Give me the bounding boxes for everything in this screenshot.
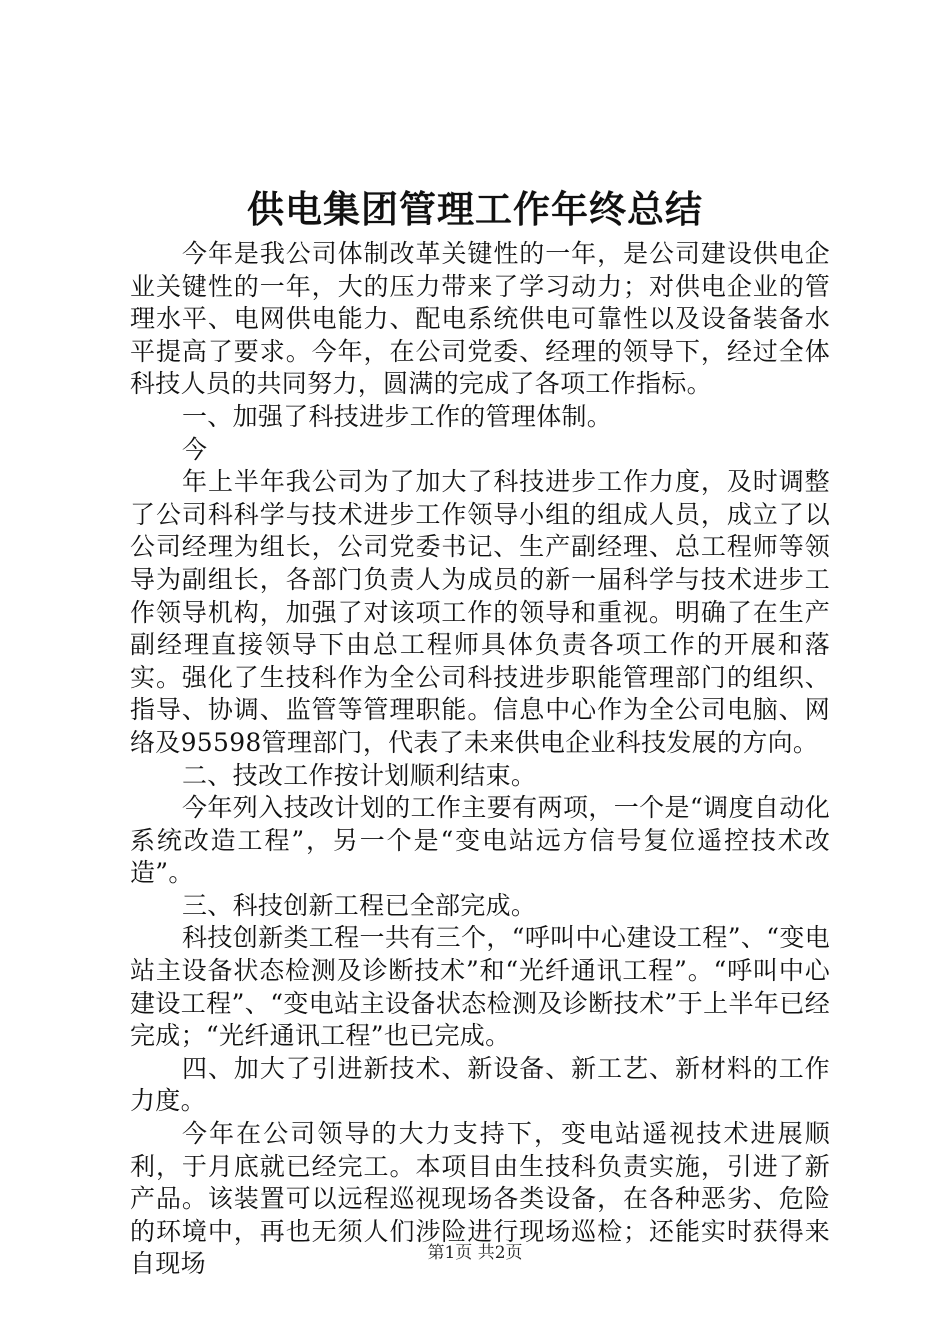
section-heading-3: 三、科技创新工程已全部完成。 — [182, 890, 537, 920]
section-heading-4: 四、加大了引进新技术、新设备、新工艺、新材料的工作力度。 — [130, 1053, 830, 1116]
section-heading-1: 一、加强了科技进步工作的管理体制。 — [182, 401, 613, 431]
page-number-footer: 第1页 共2页 — [427, 1243, 523, 1263]
paragraph-intro: 今年是我公司体制改革关键性的一年，是公司建设供电企业关键性的一年，大的压力带来了学习动力；对供电企业的管理水平、电网供电能力、配电系统供电可靠性以及设备装备水平提高了要求。今年，在公司党委、经理的领导下，经过全体科技人员的共同努力，圆满的完成了各项工作指标。 — [130, 239, 830, 399]
paragraph-fragment: 今 — [182, 434, 208, 464]
document-title: 供电集团管理工作年终总结 — [247, 187, 703, 231]
paragraph-section-3: 科技创新类工程一共有三个，“呼叫中心建设工程”、“变电站主设备状态检测及诊断技术”和“光纤通讯工程”。“呼叫中心建设工程”、“变电站主设备状态检测及诊断技术”于上半年已经完成；“光纤通讯工程”也已完成。 — [130, 923, 830, 1051]
paragraph-section-2: 今年列入技改计划的工作主要有两项，一个是“调度自动化系统改造工程”，另一个是“变电站远方信号复位遥控技术改造”。 — [130, 793, 830, 888]
document-body — [130, 238, 830, 1281]
paragraph-section-1: 年上半年我公司为了加大了科技进步工作力度，及时调整了公司科科学与技术进步工作领导小组的组成人员，成立了以公司经理为组长，公司党委书记、生产副经理、总工程师等领导为副组长，各部门负责人为成员的新一届科学与技术进步工作领导机构，加强了对该项工作的领导和重视。明确了在生产副经理直接领导下由总工程师具体负责各项工作的开展和落实。强化了生技科作为全公司科技进步职能管理部门的组织、指导、协调、监管等管理职能。信息中心作为全公司电脑、网络及95598管理部门，代表了未来供电企业科技发展的方向。 — [130, 467, 830, 757]
section-heading-2: 二、技改工作按计划顺利结束。 — [182, 760, 537, 790]
paragraph-section-4: 今年在公司领导的大力支持下，变电站遥视技术进展顺利，于月底就已经完工。本项目由生技科负责实施，引进了新产品。该装置可以远程巡视现场各类设备，在各种恶劣、危险的环境中，再也无须人们涉险进行现场巡检；还能实时获得来自现场 — [130, 1119, 830, 1279]
